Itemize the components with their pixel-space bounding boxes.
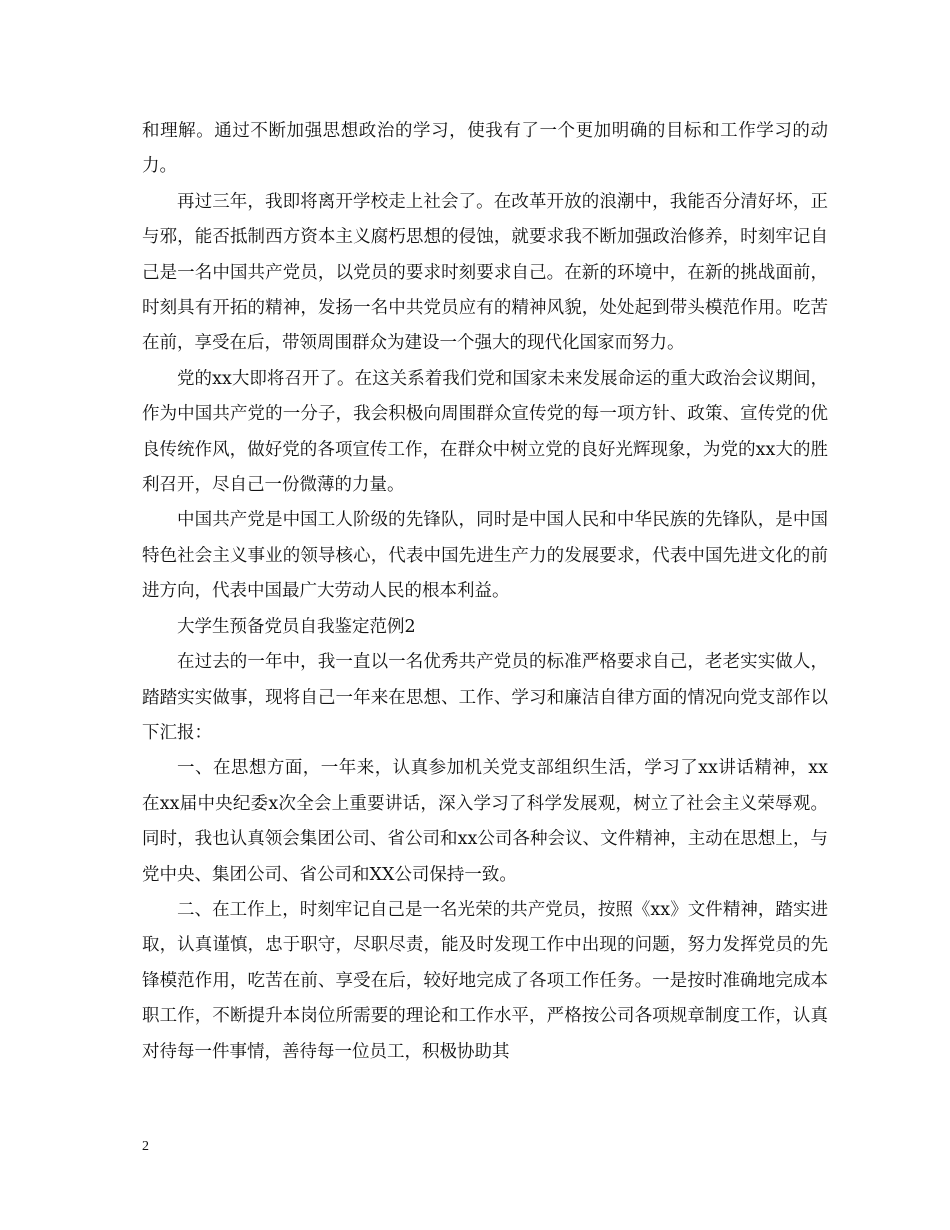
paragraph-party-vanguard: 中国共产党是中国工人阶级的先锋队，同时是中国人民和中华民族的先锋队，是中国特色社会主义事业的领导核心，代表中国先进生产力的发展要求，代表中国先进文化的前进方向，代表中国最广大劳动人民的根本利益。 [142, 510, 828, 602]
paragraph-work: 二、在工作上，时刻牢记自己是一名光荣的共产党员，按照《xx》文件精神，踏实进取，认真谨慎，忠于职守，尽职尽责，能及时发现工作中出现的问题，努力发挥党员的先锋模范作用，吃苦在前、享受在后，较好地完成了各项工作任务。一是按时准确地完成本职工作，不断提升本岗位所需要的理论和工作水平，严格按公司各项规章制度工作，认真对待每一件事情，善待每一位员工，积极协助其 [142, 899, 828, 1062]
document-body [142, 114, 828, 1070]
section-heading: 大学生预备党员自我鉴定范例2 [177, 616, 416, 637]
page-number: 2 [142, 1139, 149, 1154]
paragraph-society: 再过三年，我即将离开学校走上社会了。在改革开放的浪潮中，我能否分清好坏，正与邪，能否抵制西方资本主义腐朽思想的侵蚀，就要求我不断加强政治修养，时刻牢记自己是一名中国共产党员，以党员的要求时刻要求自己。在新的环境中，在新的挑战面前，时刻具有开拓的精神，发扬一名中共党员应有的精神风貌，处处起到带头模范作用。吃苦在前，享受在后，带领周围群众为建设一个强大的现代化国家而努力。 [142, 191, 828, 354]
paragraph-thought: 一、在思想方面，一年来，认真参加机关党支部组织生活，学习了xx讲话精神，xx在xx届中央纪委x次全会上重要讲话，深入学习了科学发展观，树立了社会主义荣辱观。同时，我也认真领会集团公司、省公司和xx公司各种会议、文件精神，主动在思想上，与党中央、集团公司、省公司和XX公司保持一致。 [142, 758, 828, 885]
paragraph-continuation: 和理解。通过不断加强思想政治的学习，使我有了一个更加明确的目标和工作学习的动力。 [142, 121, 828, 177]
paragraph-intro: 在过去的一年中，我一直以一名优秀共产党员的标准严格要求自己，老老实实做人，踏踏实实做事，现将自己一年来在思想、工作、学习和廉洁自律方面的情况向党支部作以下汇报： [142, 652, 828, 743]
paragraph-congress: 党的xx大即将召开了。在这关系着我们党和国家未来发展命运的重大政治会议期间，作为中国共产党的一分子，我会积极向周围群众宣传党的每一项方针、政策、宣传党的优良传统作风，做好党的各项宣传工作，在群众中树立党的良好光辉现象，为党的xx大的胜利召开，尽自己一份微薄的力量。 [142, 368, 828, 496]
